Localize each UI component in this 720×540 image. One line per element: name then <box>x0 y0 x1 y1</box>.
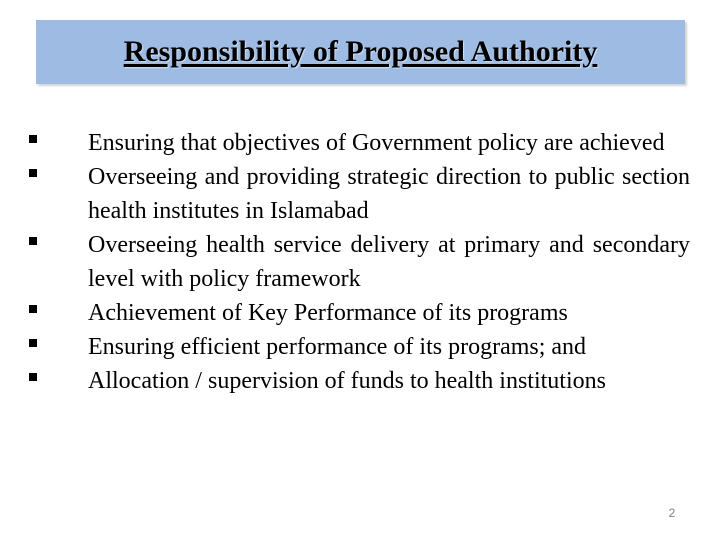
bullet-item-3 <box>0 228 720 296</box>
square-bullet-icon <box>29 135 37 143</box>
square-bullet-icon <box>29 373 37 381</box>
bullet-item-2 <box>0 160 720 228</box>
square-bullet-icon <box>29 237 37 245</box>
page-number: 2 <box>668 506 676 520</box>
bullet-item-6 <box>0 364 720 398</box>
bullet-item-4 <box>0 296 720 330</box>
bullet-text: Allocation / supervision of funds to health institutions <box>88 368 606 394</box>
bullet-list <box>0 126 720 398</box>
square-bullet-icon <box>29 169 37 177</box>
bullet-text: Ensuring that objectives of Government policy are achieved <box>88 130 665 156</box>
bullet-text: Ensuring efficient performance of its programs; and <box>88 334 587 360</box>
square-bullet-icon <box>29 305 37 313</box>
title-banner <box>36 20 685 84</box>
bullet-item-5 <box>0 330 720 364</box>
bullet-text: Overseeing and providing strategic direction to public section health institutes in Islamabad <box>88 164 690 224</box>
bullet-item-1 <box>0 126 720 160</box>
bullet-text: Achievement of Key Performance of its programs <box>88 300 568 326</box>
square-bullet-icon <box>29 339 37 347</box>
bullet-text: Overseeing health service delivery at primary and secondary level with policy framework <box>88 232 690 292</box>
slide-title: Responsibility of Proposed Authority <box>123 35 598 68</box>
